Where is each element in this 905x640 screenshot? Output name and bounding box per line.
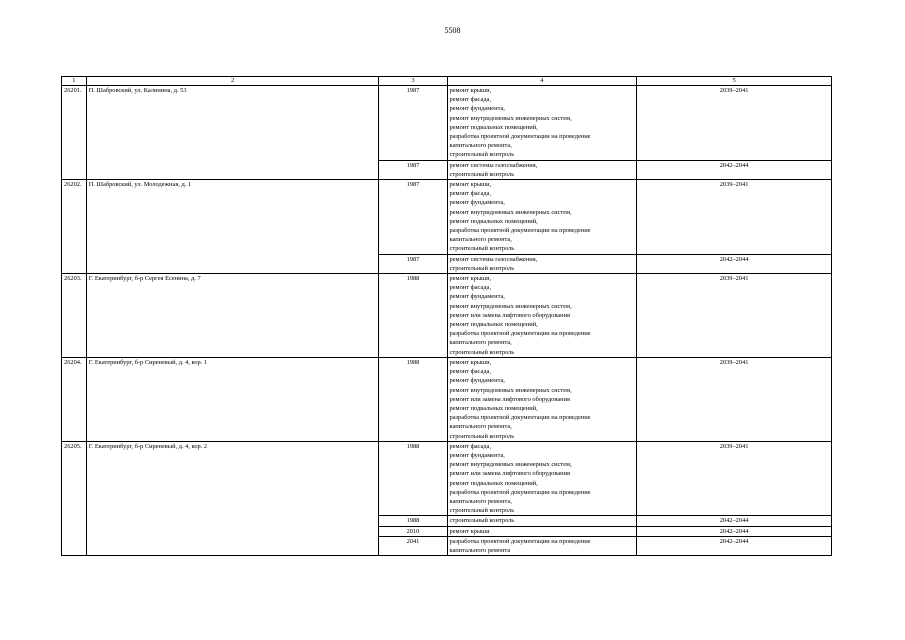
work-item: ремонт внутридомовых инженерных систем, xyxy=(449,461,572,469)
work-item: ремонт или замена лифтового оборудования xyxy=(449,311,570,319)
work-item: ремонт фасада, xyxy=(449,190,491,198)
work-item: капитального ремонта, xyxy=(449,497,512,505)
work-item: строительный контроль xyxy=(449,517,515,525)
work-item: ремонт внутридомовых инженерных систем, xyxy=(449,208,572,216)
work-item: ремонт системы газоснабжения, xyxy=(449,255,538,263)
repair-schedule-table xyxy=(61,76,832,556)
construction-year: 1988 xyxy=(379,274,447,358)
work-item: ремонт крыши, xyxy=(449,275,492,283)
construction-year: 1988 xyxy=(379,516,447,526)
work-item: ремонт подвальных помещений, xyxy=(449,123,538,131)
record-number: 26205. xyxy=(62,441,87,555)
work-item: ремонт фундамента, xyxy=(449,451,505,459)
repair-period: 2042–2044 xyxy=(637,160,832,179)
construction-year: 2010 xyxy=(379,526,447,536)
construction-year: 1987 xyxy=(379,254,447,273)
column-header-year: 3 xyxy=(379,77,447,86)
construction-year: 1988 xyxy=(379,357,447,441)
works-list xyxy=(447,441,637,516)
record-address: Г. Екатеринбург, б-р Сиреневый, д. 4, кор. 2 xyxy=(86,441,379,555)
work-item: капитального ремонта, xyxy=(449,142,512,150)
work-item: разработка проектной документации на проведение xyxy=(449,133,591,141)
work-item: ремонт подвальных помещений, xyxy=(449,321,538,329)
work-item: ремонт внутридомовых инженерных систем, xyxy=(449,302,572,310)
column-header-period: 5 xyxy=(637,77,832,86)
work-item: ремонт крыши, xyxy=(449,181,492,189)
record-number: 26204. xyxy=(62,357,87,441)
work-item: ремонт или замена лифтового оборудования xyxy=(449,395,570,403)
work-item: ремонт крыши, xyxy=(449,87,492,94)
work-item: ремонт внутридомовых инженерных систем, xyxy=(449,114,572,122)
work-item: ремонт фундамента, xyxy=(449,105,505,113)
work-item: ремонт крыши xyxy=(449,527,490,535)
works-list xyxy=(447,516,637,526)
repair-period: 2042–2044 xyxy=(637,516,832,526)
record-number: 26201. xyxy=(62,86,87,180)
repair-period: 2039–2041 xyxy=(637,441,832,516)
table-row xyxy=(62,357,832,441)
works-list xyxy=(447,160,637,179)
table-row xyxy=(62,180,832,255)
table-row xyxy=(62,274,832,358)
works-list xyxy=(447,86,637,161)
work-item: капитального ремонта, xyxy=(449,339,512,347)
work-item: строительный контроль xyxy=(449,170,515,178)
work-item: строительный контроль xyxy=(449,264,515,272)
works-list xyxy=(447,180,637,255)
work-item: ремонт подвальных помещений, xyxy=(449,217,538,225)
record-address: П. Шабровский, ул. Калинина, д. 53 xyxy=(86,86,379,180)
construction-year: 1987 xyxy=(379,180,447,255)
work-item: разработка проектной документации на проведение xyxy=(449,227,591,235)
work-item: разработка проектной документации на проведение xyxy=(449,537,591,545)
work-item: строительный контроль xyxy=(449,432,515,440)
work-item: капитального ремонта, xyxy=(449,423,512,431)
work-item: ремонт фасада, xyxy=(449,368,491,376)
works-list xyxy=(447,536,637,555)
work-item: ремонт подвальных помещений, xyxy=(449,404,538,412)
work-item: ремонт фундамента, xyxy=(449,377,505,385)
work-item: ремонт фасада, xyxy=(449,442,491,450)
repair-period: 2039–2041 xyxy=(637,357,832,441)
column-header-number: 1 xyxy=(62,77,87,86)
table-row xyxy=(62,441,832,516)
record-address: Г. Екатеринбург, б-р Сергея Есенина, д. 7 xyxy=(86,274,379,358)
work-item: разработка проектной документации на проведение xyxy=(449,488,591,496)
work-item: ремонт или замена лифтового оборудования xyxy=(449,470,570,478)
repair-period: 2042–2044 xyxy=(637,526,832,536)
work-item: строительный контроль xyxy=(449,348,515,356)
work-item: капитального ремонта xyxy=(449,546,511,554)
work-item: капитального ремонта, xyxy=(449,236,512,244)
repair-period: 2039–2041 xyxy=(637,86,832,161)
work-item: ремонт фасада, xyxy=(449,96,491,104)
work-item: строительный контроль xyxy=(449,151,515,159)
record-number: 26202. xyxy=(62,180,87,274)
work-item: строительный контроль xyxy=(449,245,515,253)
works-list xyxy=(447,254,637,273)
construction-year: 1987 xyxy=(379,160,447,179)
repair-period: 2039–2041 xyxy=(637,180,832,255)
work-item: ремонт крыши, xyxy=(449,358,492,366)
work-item: ремонт фундамента, xyxy=(449,293,505,301)
works-list xyxy=(447,526,637,536)
record-number: 26203. xyxy=(62,274,87,358)
page-number: 5508 xyxy=(444,26,461,35)
work-item: ремонт системы газоснабжения, xyxy=(449,161,538,169)
repair-period: 2042–2044 xyxy=(637,536,832,555)
work-item: ремонт внутридомовых инженерных систем, xyxy=(449,386,572,394)
construction-year: 1988 xyxy=(379,441,447,516)
table-body xyxy=(62,77,832,556)
table-header-row xyxy=(62,77,832,86)
column-header-address: 2 xyxy=(86,77,379,86)
work-item: ремонт подвальных помещений, xyxy=(449,479,538,487)
table-row xyxy=(62,86,832,161)
construction-year: 2041 xyxy=(379,536,447,555)
works-list xyxy=(447,357,637,441)
work-item: строительный контроль xyxy=(449,507,515,515)
column-header-works: 4 xyxy=(447,77,637,86)
work-item: разработка проектной документации на проведение xyxy=(449,330,591,338)
repair-period: 2039–2041 xyxy=(637,274,832,358)
work-item: ремонт фасада, xyxy=(449,284,491,292)
repair-period: 2042–2044 xyxy=(637,254,832,273)
record-address: П. Шабровский, ул. Молодежная, д. 1 xyxy=(86,180,379,274)
works-list xyxy=(447,274,637,358)
record-address: Г. Екатеринбург, б-р Сиреневый, д. 4, кор. 1 xyxy=(86,357,379,441)
construction-year: 1987 xyxy=(379,86,447,161)
work-item: ремонт фундамента, xyxy=(449,199,505,207)
work-item: разработка проектной документации на проведение xyxy=(449,414,591,422)
